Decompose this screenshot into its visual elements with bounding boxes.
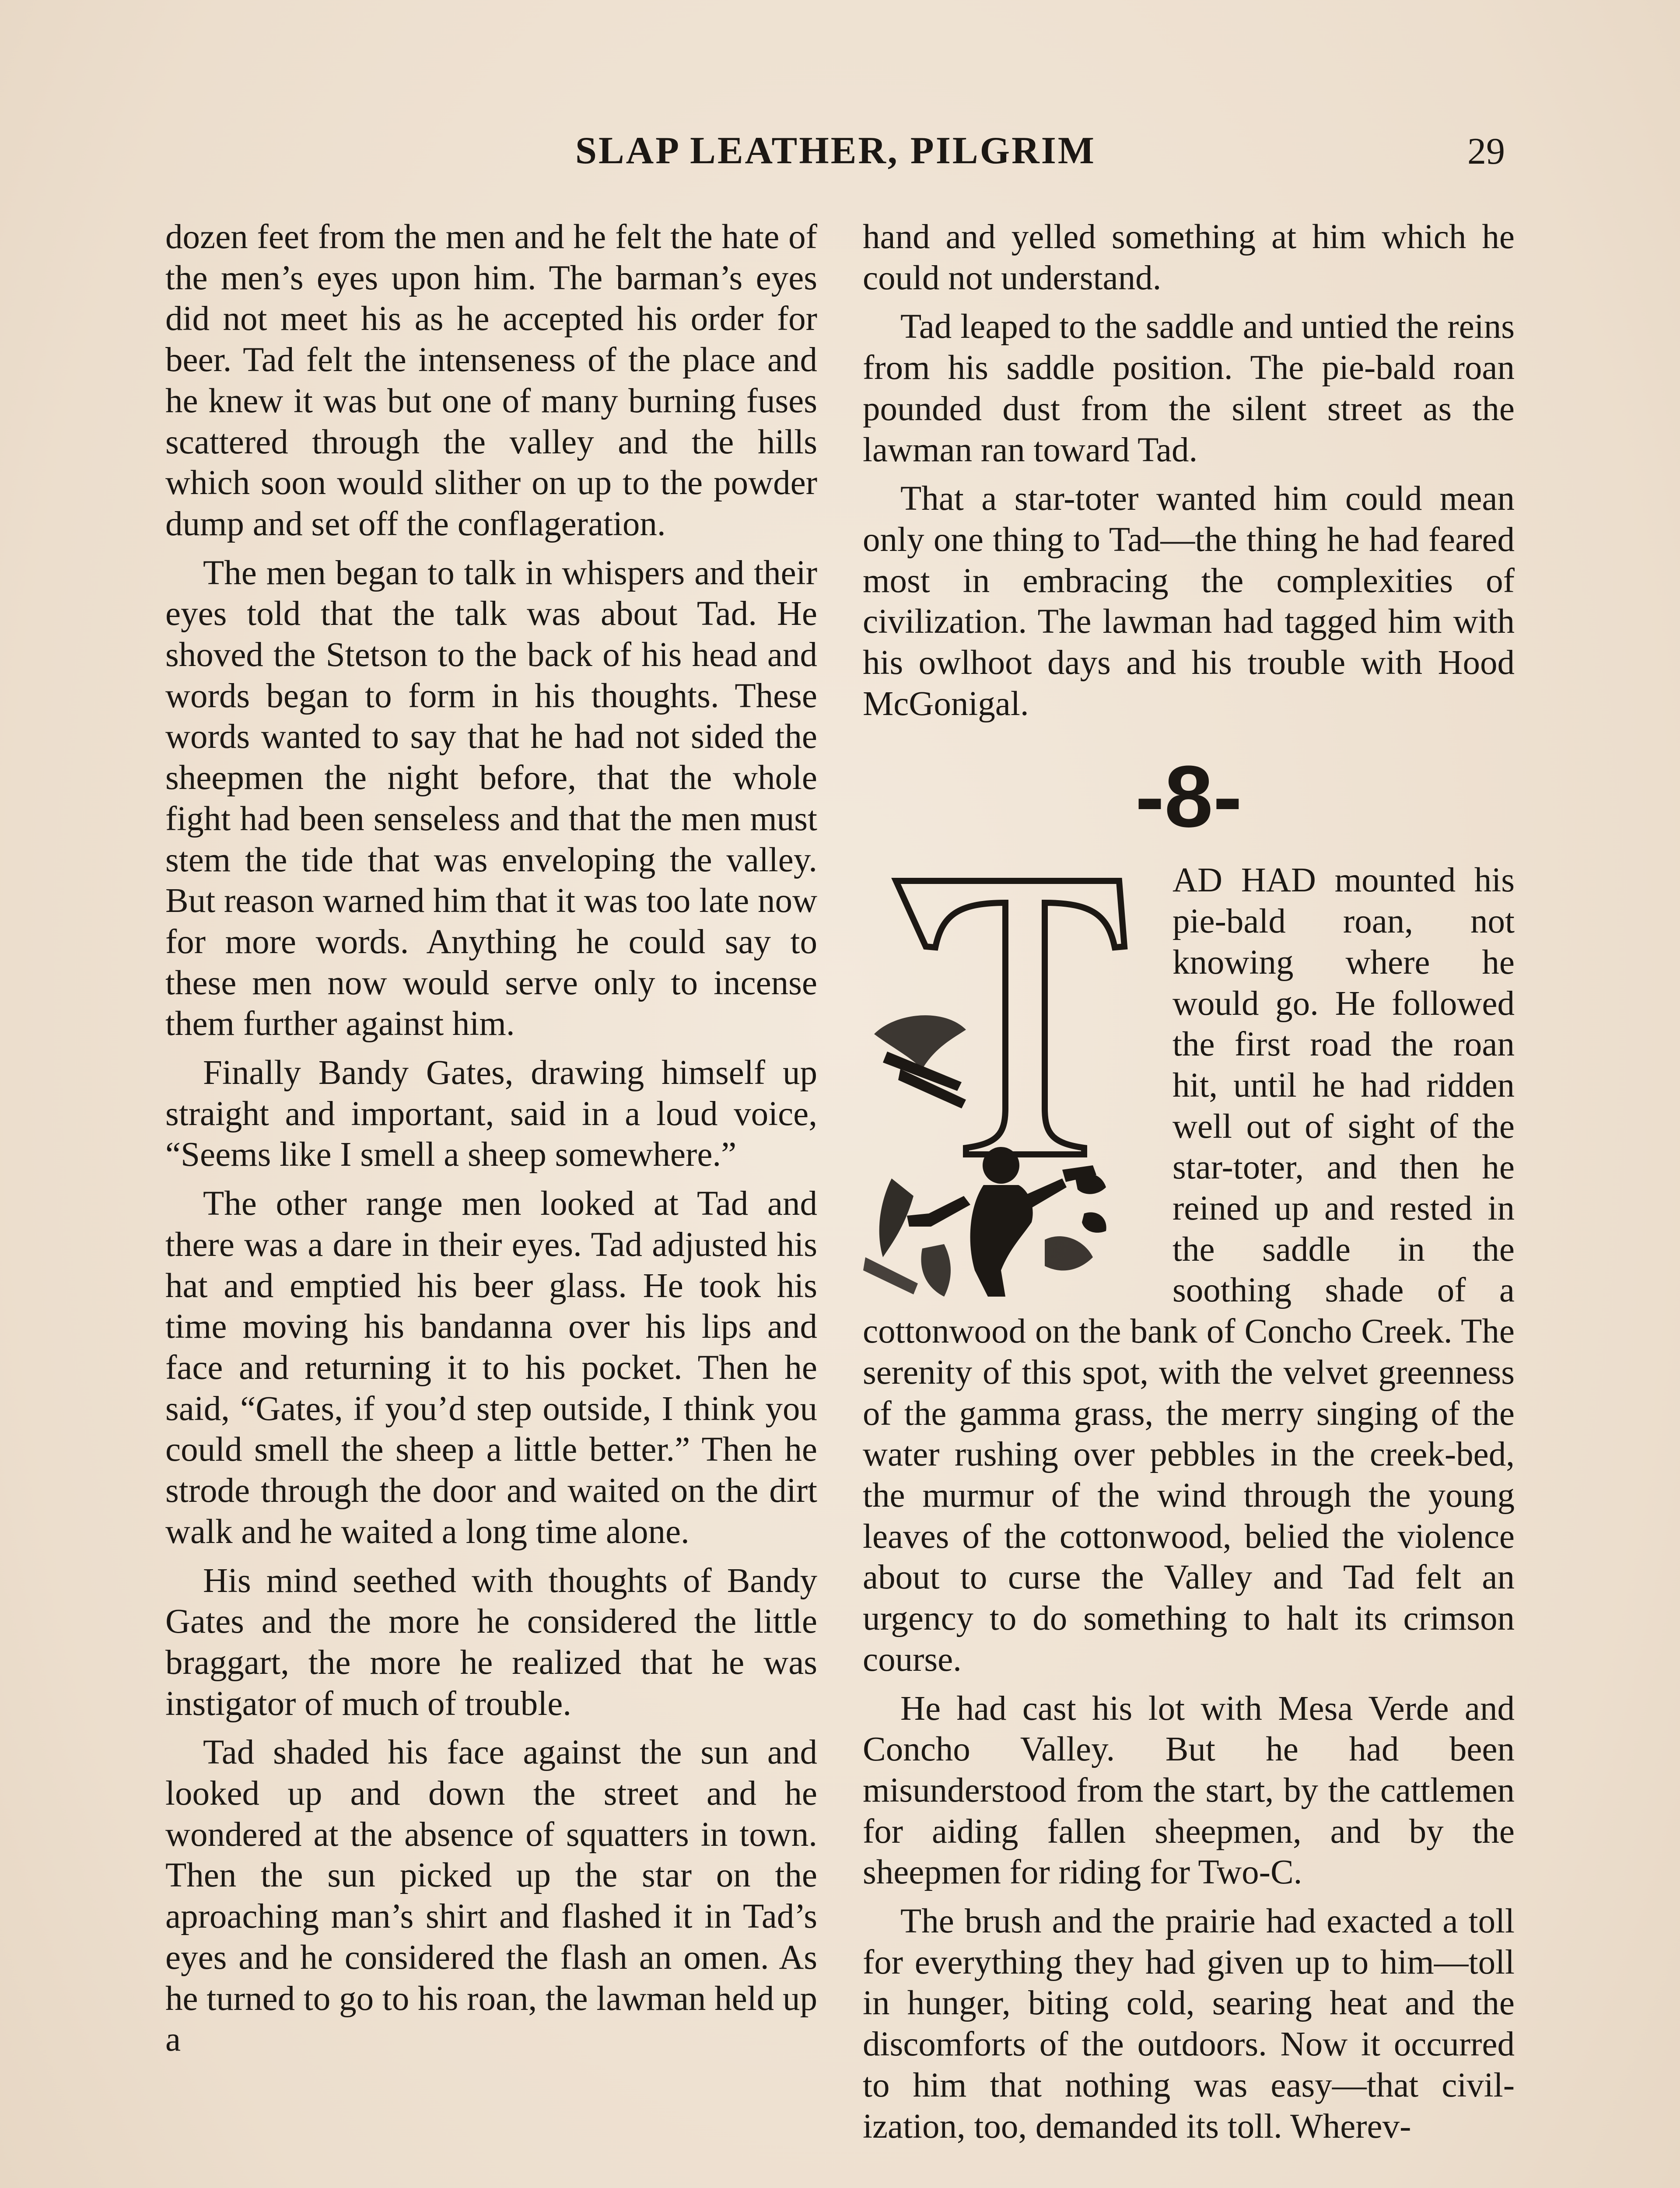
cowboy-gunfighter-illustration [857, 863, 1163, 1304]
paragraph: That a star-toter wanted him could mean only one thing to Tad—the thing he had feared most in embracing the complexities of civilization. The lawman had tagged him with his owlhoot days and his trouble with Hood McGonigal. [863, 480, 1515, 723]
right-column [863, 217, 1515, 2155]
left-column [165, 217, 817, 2068]
paragraph: Tad leaped to the saddle and untied the reins from his saddle position. The pie-bald roan pounded dust from the silent street as the lawman ran toward Tad. [863, 308, 1515, 469]
paragraph: The brush and the prairie had exacted a toll for everything they had given up to him—toll in hunger, biting cold, searing heat and the discomforts of the outdoors. Now it occurred to him that nothing was easy—that civilization, too, demanded its toll. Wherev- [863, 1902, 1515, 2146]
chapter-heading: -8- [1135, 748, 1242, 846]
running-head [166, 127, 1505, 175]
running-title: SLAP LEATHER, PILGRIM [575, 130, 1096, 172]
paragraph: His mind seethed with thoughts of Bandy Gates and the more he considered the little braggart, the more he realized that he was instigator of much of trouble. [165, 1561, 817, 1723]
paragraph: The other range men looked at Tad and there was a dare in their eyes. Tad adjusted his hat and emptied his beer glass. He took his time moving his bandanna over his lips and face and returning it to his pocket. Then he said, “Gates, if you’d step outside, I think you could smell the sheep a little better.” Then he strode through the door and waited on the dirt walk and he waited a long time alone. [165, 1185, 817, 1551]
paragraph: Tad shaded his face against the sun and looked up and down the street and he wondered at the absence of squatters in town. Then the sun picked up the star on the aproaching man’s shirt and flashed it in Tad’s eyes and he considered the flash an omen. As he turned to go to his roan, the lawman held up a [165, 1733, 817, 2059]
paragraph: He had cast his lot with Mesa Verde and Concho Valley. But he had been misunderstood from the start, by the cattlemen for aiding fallen sheepmen, and by the sheepmen for riding for Two-C. [863, 1689, 1515, 1892]
paragraph-text: AD HAD mounted his pie-bald roan, not knowing where he would go. He followed the first road the roan hit, until he had ridden well out of sight of the star-toter, and then he reined up and rested in the saddle in the soothing shade of a cottonwood on the bank of Concho Creek. The serenity of this spot, with the velvet greenness of the gamma grass, the merry singing of the water rushing over pebbles in the creek-bed, the murmur of the wind through the young leaves of the cottonwood, belied the violence about to curse the Valley and Tad felt an urgency to do something to halt its crimson course. [863, 861, 1515, 1679]
paragraph: The men began to talk in whispers and their eyes told that the talk was about Tad. He shoved the Stetson to the back of his head and words began to form in his thoughts. These words wanted to say that he had not sided the sheepmen the night before, that the whole fight had been senseless and that the men must stem the tide that was enveloping the valley. But reason warned him that it was too late now for more words. Anything he could say to these men now would serve only to incense them further against him. [165, 554, 817, 1043]
drop-cap-illustration [857, 863, 1163, 1304]
page-number: 29 [1467, 130, 1505, 172]
paragraph: dozen feet from the men and he felt the hate of the men’s eyes upon him. The barman’s eyes did not meet his as he accepted his order for beer. Tad felt the intenseness of the place and he knew it was but one of many burning fuses scattered through the valley and the hills which soon would slither on up to the powder dump and set off the conflageration. [165, 218, 817, 543]
paragraph: hand and yelled something at him which he could not understand. [863, 218, 1515, 297]
paragraph: Finally Bandy Gates, drawing himself up straight and important, said in a loud voice, “Seems like I smell a sheep somewhere.” [165, 1054, 817, 1174]
